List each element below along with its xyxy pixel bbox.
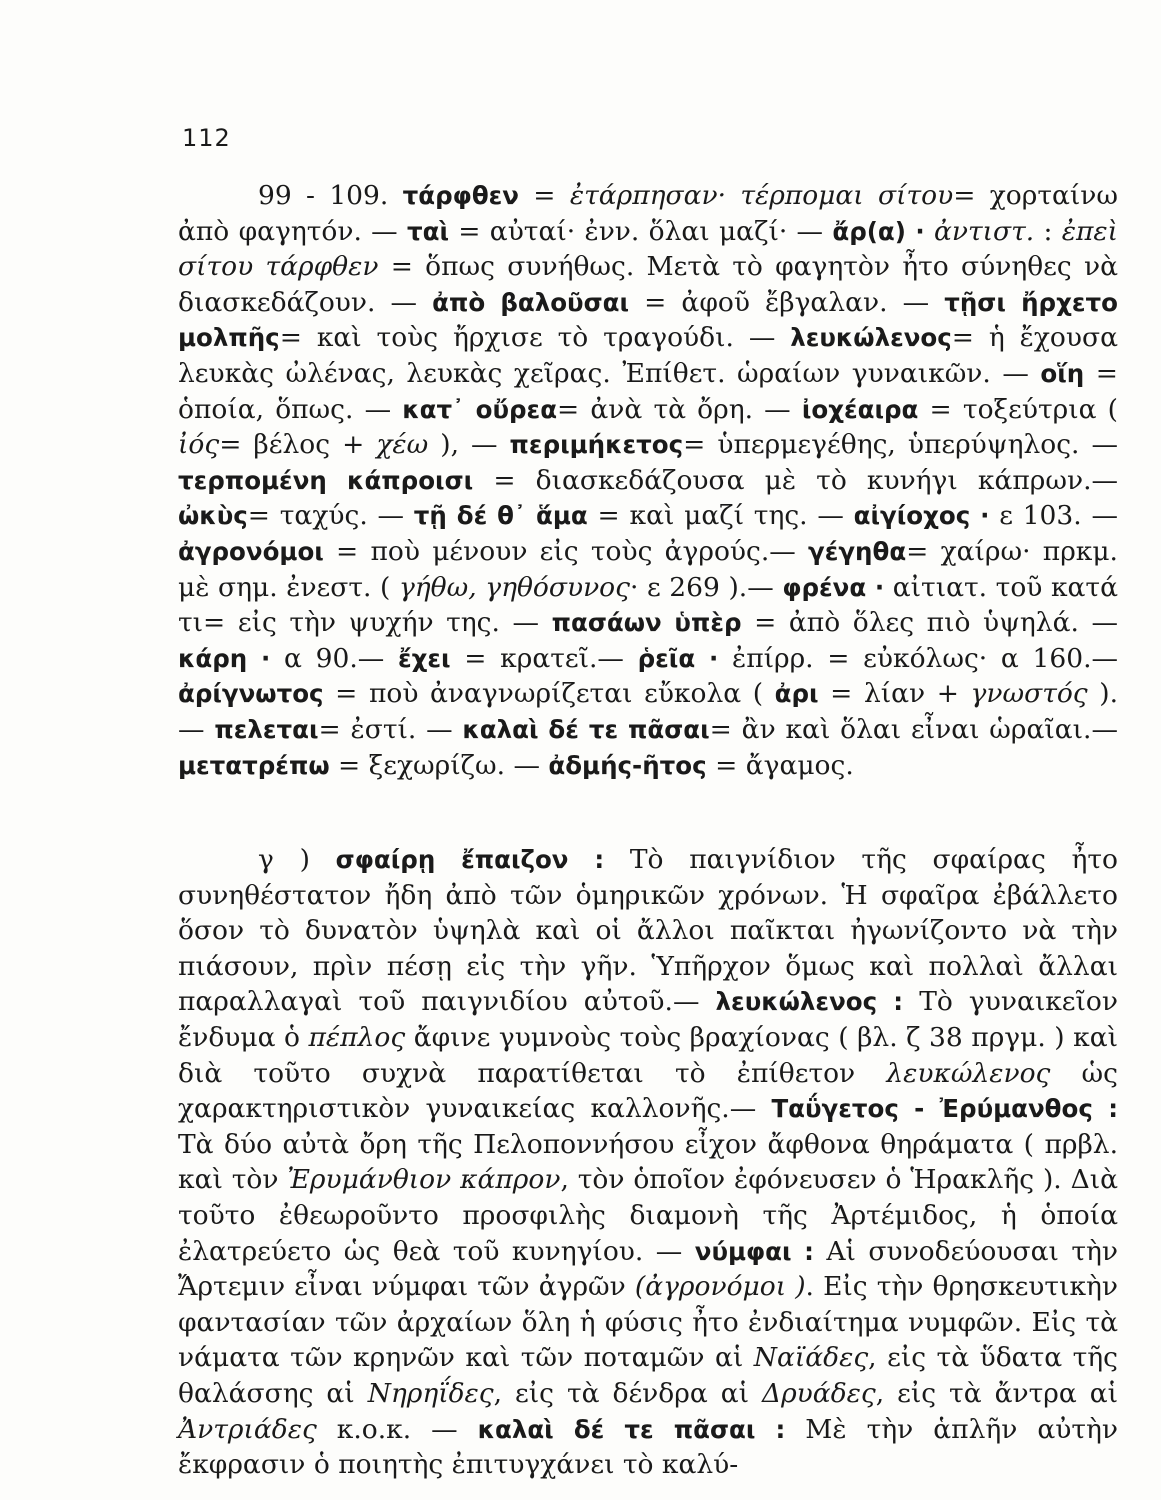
text-run: ἐπίρρ. = εὐκόλως· α 160.— — [718, 642, 1118, 674]
text-run: = ἀπὸ ὅλες πιὸ ὑψηλά. — — [741, 607, 1118, 639]
italic-term: (ἀγρονόμοι ) — [634, 1271, 806, 1303]
text-run: = ὑπερμεγέθης, ὑπερύψηλος. — — [683, 429, 1118, 461]
paragraph — [178, 842, 1118, 1483]
lemma-term: νύμφαι : — [694, 1236, 814, 1266]
text-run: , τὸν ὁποῖον ἐφόνευσεν ὁ Ἡρακλῆς ). Διὰ τοῦτο ἐθεωροῦντο προσφιλὴς διαμονὴ τῆς Ἀρτέμιδος, ἡ ὁποία ἐλατρεύετο ὡς θεὰ τοῦ κυνηγίου. — — [178, 1164, 1119, 1267]
lemma-term: ἄρ(α) · — [832, 216, 925, 246]
text-run: = χαίρω· πρκμ. μὲ σημ. ἐνεστ. ( — [178, 535, 1118, 603]
lemma-term: ἀρίγνωτος — [178, 679, 324, 709]
italic-term: γήθω, γηθόσυνος — [398, 571, 630, 603]
text-run: = βέλος + — [219, 429, 377, 461]
lemma-term: αἰγίοχος · — [853, 501, 990, 531]
lemma-term: ἀγρονόμοι — [178, 536, 324, 566]
italic-term: γνωστός — [970, 678, 1088, 710]
text-run: = καὶ μαζί της. — — [587, 500, 854, 532]
text-run: Τὰ δύο αὐτὰ ὄρη τῆς Πελοποννήσου εἶχον ἄφθονα θηράματα ( πρβλ. καὶ τὸν — [178, 1128, 1118, 1196]
text-run: Αἱ συνοδεύουσαι τὴν Ἄρτεμιν εἶναι νύμφαι τῶν ἀγρῶν — [178, 1235, 1118, 1303]
text-run: ἄφινε γυμνοὺς τοὺς βραχίονας ( βλ. ζ 38 πργμ. ) καὶ διὰ τοῦτο συχνὰ παρατίθεται τὸ ἐπίθετον — [178, 1021, 1118, 1089]
text-run: = τοξεύτρια ( — [918, 393, 1118, 425]
text-run: = ὅπως συνήθως. Μετὰ τὸ φαγητὸν ἦτο σύνηθες νὰ διασκεδάζουν. — — [178, 251, 1118, 318]
text-run: = χορταίνω ἀπὸ φαγητόν. — — [178, 180, 1118, 247]
text-run: = διασκεδάζουσα μὲ τὸ κυνήγι κάπρων.— — [473, 464, 1118, 496]
text-run: = αὐταί· ἐνν. ὅλαι μαζί· — — [449, 215, 833, 247]
text-run: = ὁποία, ὅπως. — — [178, 357, 1118, 425]
text-run: , εἰς τὰ δένδρα αἱ — [493, 1377, 762, 1409]
italic-term: Δρυάδες — [761, 1377, 876, 1409]
text-run: α 90.— — [270, 642, 398, 674]
commentary-notes — [178, 842, 1118, 1483]
lemma-term: μετατρέπω — [178, 750, 330, 780]
text-run: κ.ο.κ. — — [316, 1413, 478, 1445]
text-run: = ποὺ μένουν εἰς τοὺς ἀγρούς.— — [323, 535, 809, 567]
text-run: ὡς χαρακτηριστικὸν γυναικείας καλλονῆς.— — [178, 1057, 1119, 1125]
text-run: = ἀνὰ τὰ ὄρη. — — [557, 393, 802, 425]
text-run: = ποὺ ἀναγνωρίζεται εὔκολα ( — [323, 678, 775, 710]
italic-term: Ἀντριάδες — [178, 1413, 317, 1445]
lemma-term: τάρφθεν — [402, 181, 519, 210]
text-run: . Εἰς τὴν θρησκευτικὴν φαντασίαν τῶν ἀρχαίων ὅλη ἡ φύσις ἦτο ἐνδιαίτημα νυμφῶν. Εἰς τὰ νάματα τῶν κρηνῶν καὶ τῶν ποταμῶν αἱ — [178, 1271, 1119, 1374]
text-run: = ἡ ἔχουσα λευκὰς ὠλένας, λευκὰς χεῖρας. Ἐπίθετ. ὡραίων γυναικῶν. — — [178, 322, 1118, 389]
text-run: · ε 269 ).— — [629, 571, 783, 603]
page-number: 112 — [182, 124, 231, 152]
italic-term: Ἐρυμάνθιον κάπρον — [287, 1164, 561, 1196]
lemma-term: οἵη — [1040, 358, 1085, 388]
text-run: αἰτιατ. τοῦ κατά τι= εἰς τὴν ψυχήν της. — — [178, 571, 1118, 639]
lemma-term: καλαὶ δέ τε πᾶσαι — [462, 714, 710, 744]
lemma-term: καλαὶ δέ τε πᾶσαι : — [477, 1414, 786, 1444]
lemma-term: ῥεῖα · — [637, 643, 719, 673]
text-run: = ξεχωρίζω. — — [329, 749, 549, 781]
lemma-term: Ταΰγετος - Ἐρύμανθος : — [771, 1094, 1118, 1124]
lemma-term: κατ᾿ οὔρεα — [402, 394, 558, 424]
text-run: = ἀφοῦ ἔβγαλαν. — — [629, 286, 945, 318]
lemma-term: ἀρι — [774, 679, 819, 709]
lemma-term: λευκώλενος : — [715, 987, 904, 1017]
italic-term: ἐτάρπησαν· τέρπομαι σίτου — [569, 180, 954, 211]
text-run: , εἰς τὰ ὕδατα τῆς θαλάσσης αἱ — [178, 1342, 1119, 1409]
lemma-term: ταὶ — [406, 216, 449, 246]
italic-term: Νηρηΐδες — [367, 1377, 494, 1409]
lemma-term: κάρη · — [178, 643, 271, 673]
lemma-term: γέγηθα — [808, 536, 907, 566]
lemma-term: ἀδμής-ῆτος — [548, 750, 707, 780]
lemma-term: λευκώλενος — [790, 323, 952, 353]
italic-term: ἐπεὶ σίτου τάρφθεν — [178, 215, 1118, 283]
text-run: = λίαν + — [818, 678, 971, 710]
lemma-term: ἔχει — [397, 643, 451, 673]
lemma-term: πασάων ὑπὲρ — [551, 608, 742, 638]
text-run: = κρατεῖ.— — [450, 642, 638, 674]
text-run: = ἐστί. — — [318, 713, 463, 745]
text-run: , εἰς τὰ ἄντρα αἱ — [875, 1377, 1118, 1409]
lemma-term: ἀπὸ βαλοῦσαι — [432, 287, 630, 317]
lemma-term: σφαίρῃ ἔπαιζον : — [335, 845, 605, 874]
italic-term: λευκώλενος — [886, 1057, 1051, 1089]
lemma-term: τερπομένη κάπροισι — [178, 465, 474, 495]
text-run: = ἂν καὶ ὅλαι εἶναι ὡραῖαι.— — [709, 713, 1118, 745]
lemma-term: ἰοχέαιρα — [801, 394, 919, 424]
lexical-notes — [178, 178, 1118, 783]
text-run — [925, 216, 934, 247]
text-run: Μὲ τὴν ἁπλῆν αὐτὴν ἔκφρασιν ὁ ποιητὴς ἐπιτυγχάνει τὸ καλύ- — [178, 1413, 1118, 1481]
text-run: Τὸ παιγνίδιον τῆς σφαίρας ἦτο συνηθέστατον ἤδη ἀπὸ τῶν ὁμηρικῶν χρόνων. Ἡ σφαῖρα ἐβάλλετο ὅσον τὸ δυνατὸν ὑψηλὰ καὶ οἱ ἄλλοι παῖκται ἠγωνίζοντο νὰ τὴν πιάσουν, πρὶν πέσῃ εἰς τὴν γῆν. Ὑπῆρχον ὅμως καὶ πολλαὶ ἄλλαι παραλλαγαὶ τοῦ παιγνιδίου αὐτοῦ.— — [178, 844, 1119, 1018]
text-run: γ ) — [258, 844, 336, 875]
text-run: = ἄγαμος. — [706, 749, 854, 781]
italic-term: πέπλος — [308, 1021, 406, 1053]
lemma-term: ὠκὺς — [178, 501, 248, 531]
italic-term: χέω — [376, 429, 429, 461]
text-run: = καὶ τοὺς ἤρχισε τὸ τραγούδι. — — [279, 322, 791, 354]
italic-term: ἰός — [178, 429, 220, 461]
lemma-term: τῇσι ἤρχετο μολπῆς — [178, 287, 1119, 353]
lemma-term: φρένα · — [782, 572, 885, 602]
italic-term: ἀντιστ. — [933, 215, 1035, 247]
text-run: ), — — [428, 429, 510, 461]
lemma-term: τῇ δέ θ᾿ ἅμα — [413, 501, 588, 531]
paragraph — [178, 178, 1118, 783]
text-run: = ταχύς. — — [247, 500, 414, 532]
text-run: 99 - 109. — [258, 180, 403, 211]
lemma-term: πελεται — [214, 714, 319, 744]
text-run: ε 103. — — [989, 500, 1118, 532]
text-run: ). — — [178, 678, 1119, 745]
italic-term: Ναϊάδες — [753, 1342, 869, 1374]
text-run: : — [1034, 215, 1062, 247]
text-run: Τὸ γυναικεῖον ἔνδυμα ὁ — [178, 986, 1118, 1053]
text-run: = — [518, 180, 570, 211]
lemma-term: περιμήκετος — [509, 430, 684, 460]
